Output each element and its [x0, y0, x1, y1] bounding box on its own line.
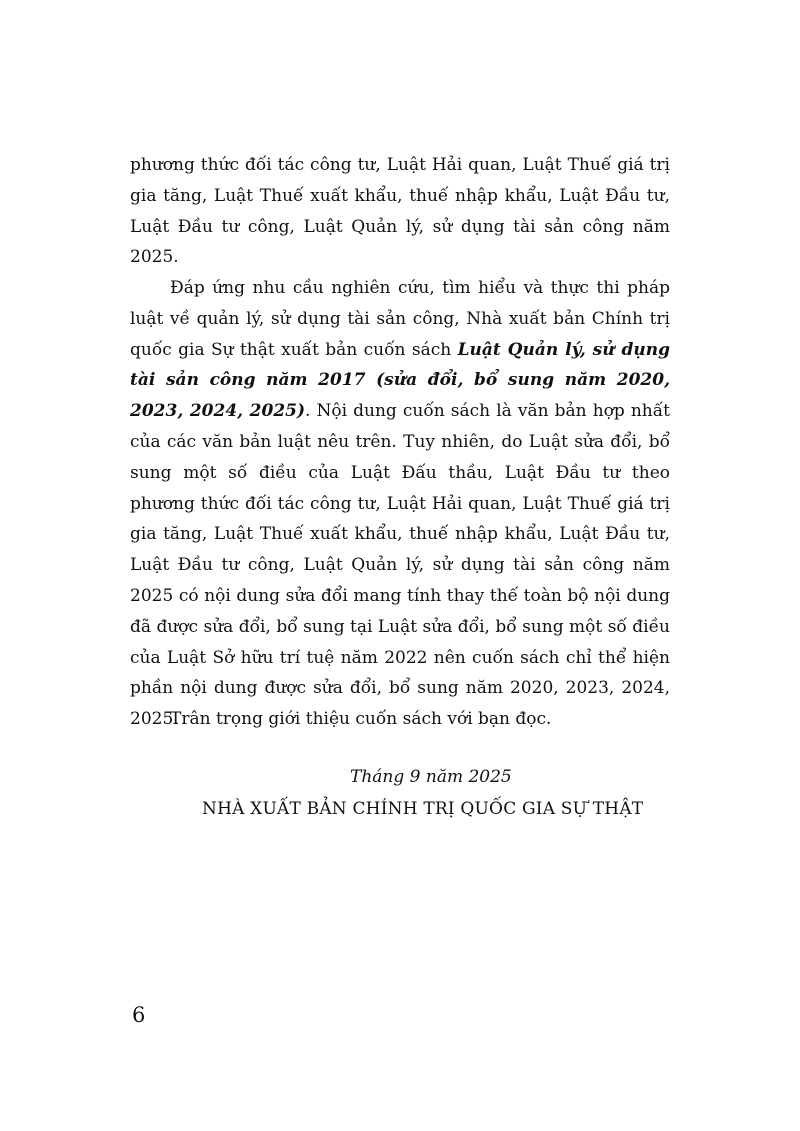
page-number: 6: [132, 1003, 146, 1027]
paragraph-closing: Trân trọng giới thiệu cuốn sách với bạn đọc.: [170, 709, 552, 729]
intro-text-before: Đáp ứng nhu cầu nghiên cứu, tìm hiểu và thực thi pháp luật về quản lý, sử dụng tài sản công, Nhà xuất bản Chính trị quốc gia Sự thật xuất bản cuốn sách: [130, 278, 670, 360]
paragraph-introduction: [130, 273, 670, 735]
publisher-name: NHÀ XUẤT BẢN CHÍNH TRỊ QUỐC GIA SỰ THẬT: [202, 799, 644, 819]
signature-date: Tháng 9 năm 2025: [350, 767, 512, 787]
book-title: Luật Quản lý, sử dụng tài sản công năm 2017 (sửa đổi, bổ sung năm 2020, 2023, 2024, 2025): [130, 339, 670, 422]
paragraph-continuation: phương thức đối tác công tư, Luật Hải quan, Luật Thuế giá trị gia tăng, Luật Thuế xuất khẩu, thuế nhập khẩu, Luật Đầu tư, Luật Đầu tư công, Luật Quản lý, sử dụng tài sản công năm 2025.: [130, 155, 670, 268]
intro-text-after: . Nội dung cuốn sách là văn bản hợp nhất của các văn bản luật nêu trên. Tuy nhiên, do Luật sửa đổi, bổ sung một số điều của Luật Đấu thầu, Luật Đầu tư theo phương thức đối tác công tư, Luật Hải quan, Luật Thuế giá trị gia tăng, Luật Thuế xuất khẩu, thuế nhập khẩu, Luật Đầu tư, Luật Đầu tư công, Luật Quản lý, sử dụng tài sản công năm 2025 có nội dung sửa đổi mang tính thay thế toàn bộ nội dung đã được sửa đổi, bổ sung tại Luật sửa đổi, bổ sung một số điều của Luật Sở hữu trí tuệ năm 2022 nên cuốn sách chỉ thể hiện phần nội dung được sửa đổi, bổ sung năm 2020, 2023, 2024, 2025.: [130, 401, 670, 730]
